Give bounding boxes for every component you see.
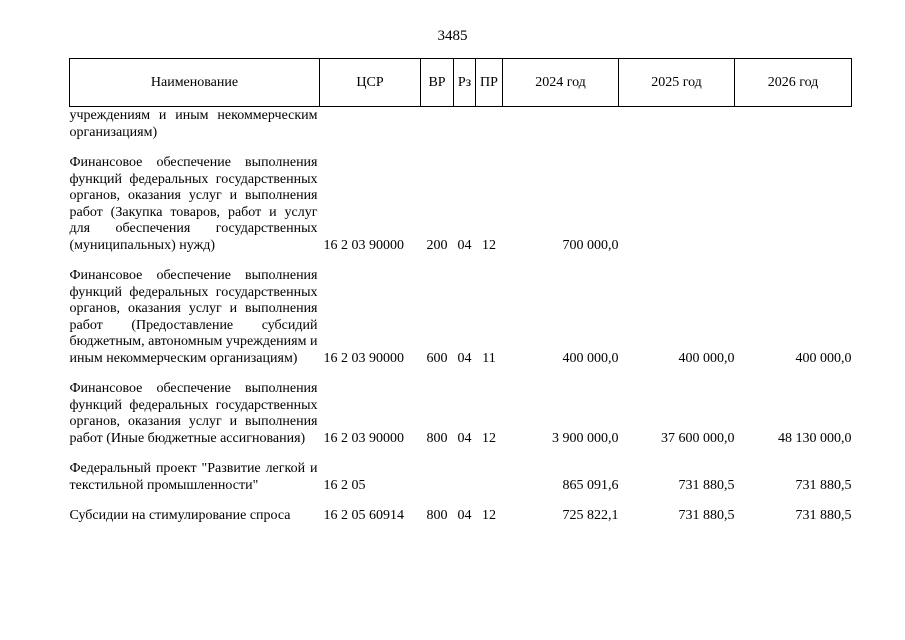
table-row [70, 461, 852, 494]
row-csr: 16 2 03 90000 [323, 430, 404, 446]
row-pr: 12 [482, 508, 496, 523]
budget-table-container [69, 58, 851, 525]
row-csr: 16 2 03 90000 [323, 350, 404, 366]
row-2024: 400 000,0 [562, 350, 619, 366]
row-rz [454, 461, 476, 494]
row-csr [320, 107, 421, 142]
budget-table [69, 58, 852, 525]
row-name: Федеральный проект "Развитие легкой и текстильной промышленности" [69, 461, 318, 493]
row-pr: 11 [482, 350, 496, 366]
header-name: Наименование [70, 59, 320, 107]
header-2025: 2025 год [619, 59, 735, 107]
row-name: учреждениям и иным некоммерческим организациям) [69, 108, 318, 140]
page-number: 3485 [437, 28, 468, 44]
row-vr: 200 [426, 237, 448, 253]
row-2025: 731 880,5 [678, 508, 735, 523]
row-pr [476, 107, 503, 142]
row-2026: 731 880,5 [795, 508, 852, 523]
table-row [70, 107, 852, 142]
row-pr: 12 [482, 237, 496, 253]
row-2025 [619, 155, 735, 254]
row-2025: 400 000,0 [678, 350, 735, 366]
row-vr: 800 [426, 430, 448, 446]
row-vr [421, 107, 454, 142]
row-name: Финансовое обеспечение выполнения функций федеральных государственных органов, оказания услуг и выполнения работ (Иные бюджетные ассигнования) [69, 381, 318, 446]
header-2026: 2026 год [735, 59, 852, 107]
row-2024: 3 900 000,0 [552, 430, 619, 446]
table-row [70, 155, 852, 254]
row-2025: 731 880,5 [678, 477, 735, 493]
table-row [70, 508, 852, 525]
row-2026 [735, 155, 852, 254]
header-pr: ПР [476, 59, 503, 107]
row-2025 [619, 107, 735, 142]
header-2024: 2024 год [503, 59, 619, 107]
row-pr [476, 461, 503, 494]
table-row [70, 381, 852, 447]
row-rz: 04 [457, 508, 472, 523]
row-2026: 400 000,0 [795, 350, 852, 366]
row-rz: 04 [457, 430, 472, 446]
row-2025: 37 600 000,0 [661, 430, 735, 446]
row-rz: 04 [457, 237, 472, 253]
row-name: Финансовое обеспечение выполнения функций федеральных государственных органов, оказания услуг и выполнения работ (Закупка товаров, работ и услуг для обеспечения государственных (муниципальных) нужд) [69, 155, 318, 253]
row-rz: 04 [457, 350, 472, 366]
row-pr: 12 [482, 430, 496, 446]
row-2026: 48 130 000,0 [778, 430, 852, 446]
row-name: Финансовое обеспечение выполнения функций федеральных государственных органов, оказания услуг и выполнения работ (Предоставление субсидий бюджетным, автономным учреждениям и иным некоммерческим организациям) [69, 268, 318, 366]
row-csr: 16 2 05 [323, 477, 366, 493]
header-rz: Рз [454, 59, 476, 107]
row-vr [421, 461, 454, 494]
row-2024 [503, 107, 619, 142]
row-name: Субсидии на стимулирование спроса [69, 508, 291, 523]
row-csr: 16 2 05 60914 [323, 508, 404, 523]
row-vr: 800 [426, 508, 448, 523]
row-csr: 16 2 03 90000 [323, 237, 404, 253]
header-vr: ВР [421, 59, 454, 107]
row-2026 [735, 107, 852, 142]
header-csr: ЦСР [320, 59, 421, 107]
row-2024: 700 000,0 [562, 237, 619, 253]
row-2024: 865 091,6 [562, 477, 619, 493]
row-2024: 725 822,1 [562, 508, 619, 523]
table-row [70, 268, 852, 367]
row-vr: 600 [426, 350, 448, 366]
row-2026: 731 880,5 [795, 477, 852, 493]
row-rz [454, 107, 476, 142]
table-header-row [70, 59, 852, 107]
